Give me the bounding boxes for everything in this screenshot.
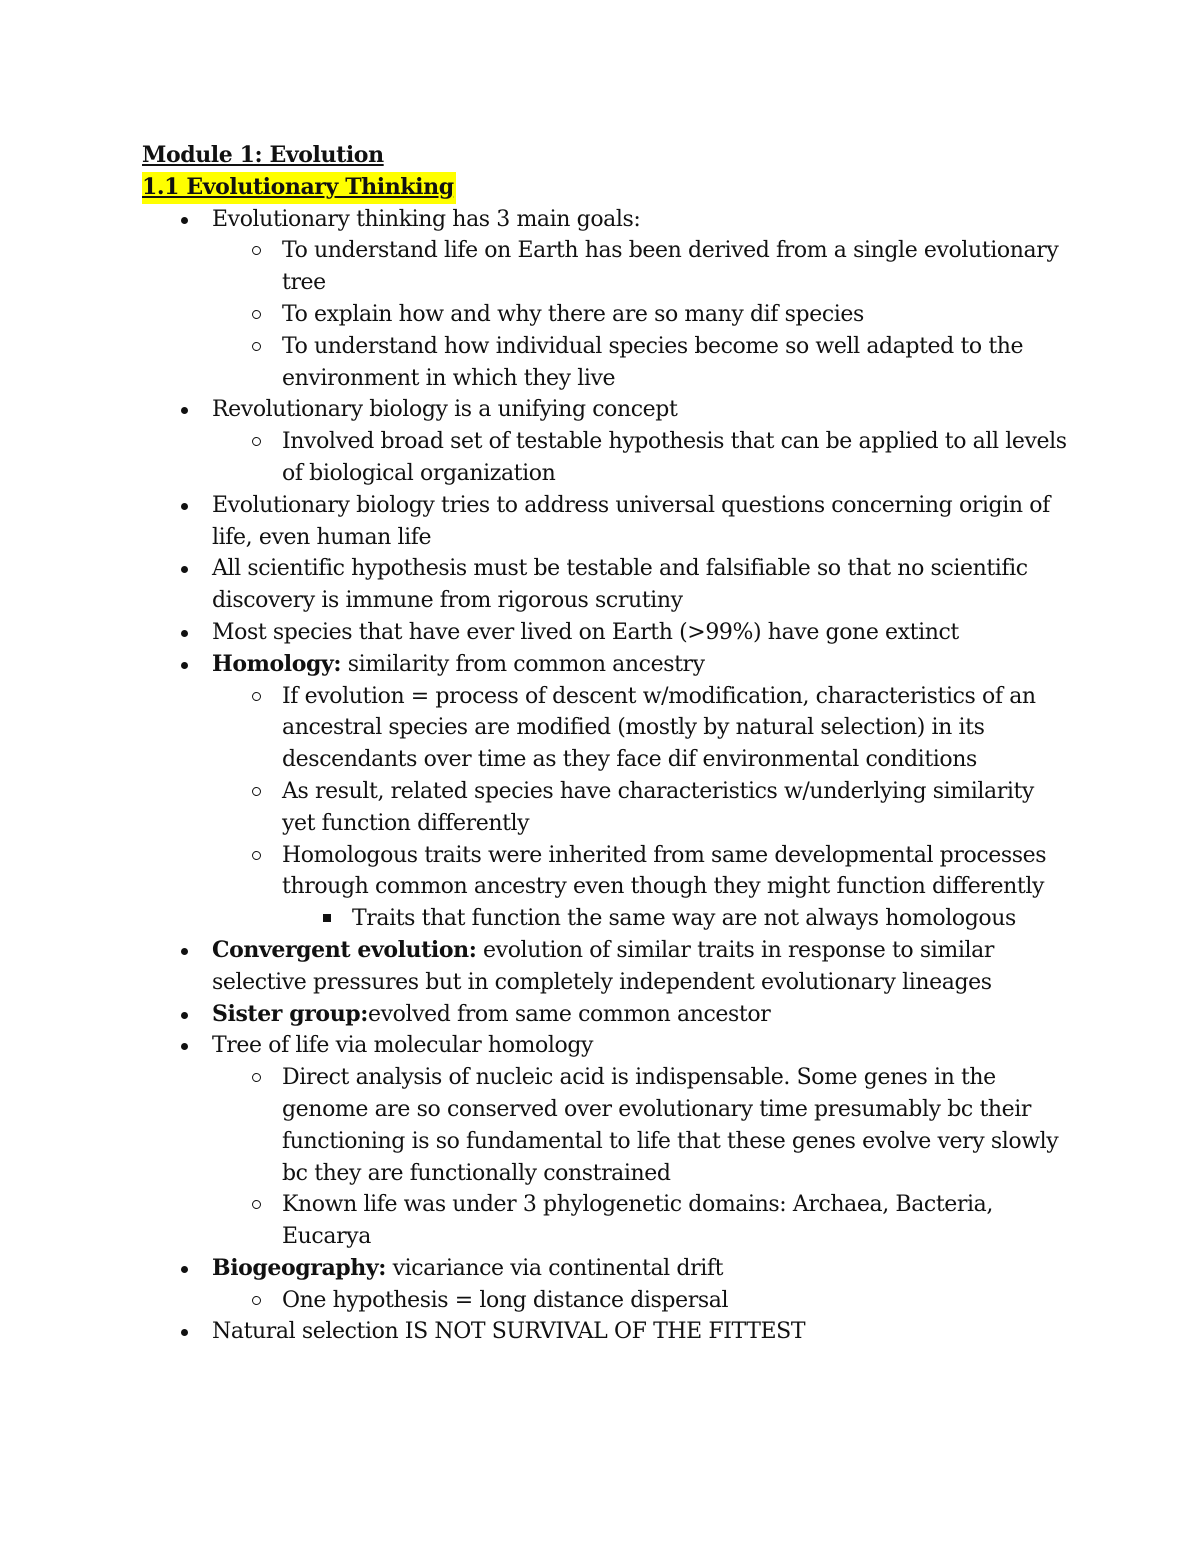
term-convergent-evolution: Convergent evolution: xyxy=(212,936,477,963)
sub-list-item xyxy=(212,235,1072,299)
bullet-dot-icon xyxy=(181,407,188,414)
sub-list-item xyxy=(212,299,1072,331)
sub-item-text: As result, related species have characteristics w/underlying similarity yet function differently xyxy=(282,778,1034,836)
bullet-circle-icon xyxy=(252,246,261,255)
term-sister-group: Sister group: xyxy=(212,1000,368,1027)
item-text: evolved from same common ancestor xyxy=(368,1001,771,1027)
sub-item-text: To explain how and why there are so many dif species xyxy=(282,301,864,327)
bullet-dot-icon xyxy=(181,217,188,224)
term-biogeography: Biogeography: xyxy=(212,1254,386,1281)
module-title: Module 1: Evolution xyxy=(142,142,384,168)
bullet-circle-icon xyxy=(252,1296,261,1305)
bullet-dot-icon xyxy=(181,662,188,669)
document-body xyxy=(142,140,1072,1348)
bullet-circle-icon xyxy=(252,437,261,446)
sub-sub-list xyxy=(212,903,1072,935)
list-item xyxy=(142,1253,1072,1317)
bullet-dot-icon xyxy=(181,1266,188,1273)
sub-list-item xyxy=(212,840,1072,935)
bullet-square-icon xyxy=(323,914,331,922)
sub-list-item xyxy=(212,1062,1072,1189)
sub-item-text: One hypothesis = long distance dispersal xyxy=(282,1287,729,1313)
bullet-list xyxy=(142,204,1072,1349)
sub-list xyxy=(142,681,1072,935)
item-text: evolution of similar traits in response to similar selective pressures but in completely independent evolutionary lineages xyxy=(212,937,994,995)
list-item xyxy=(142,999,1072,1031)
list-item xyxy=(142,649,1072,935)
item-text: Tree of life via molecular homology xyxy=(212,1033,594,1059)
item-text: Evolutionary thinking has 3 main goals: xyxy=(212,206,641,232)
item-text: similarity from common ancestry xyxy=(341,651,705,677)
sub-list-item xyxy=(212,1285,1072,1317)
item-text: vicariance via continental drift xyxy=(386,1255,724,1281)
bullet-dot-icon xyxy=(181,503,188,510)
sub-sub-item-text: Traits that function the same way are not always homologous xyxy=(352,906,1016,932)
list-item xyxy=(142,1316,1072,1348)
item-text: Natural selection IS NOT SURVIVAL OF THE FITTEST xyxy=(212,1319,806,1345)
list-item xyxy=(142,394,1072,489)
sub-item-text: To understand how individual species become so well adapted to the environment in which they live xyxy=(282,333,1024,391)
sub-item-text: If evolution = process of descent w/modification, characteristics of an ancestral species are modified (mostly by natural selection) in its descendants over time as they face dif environmental conditions xyxy=(282,683,1036,773)
item-text: Evolutionary biology tries to address universal questions concerning origin of life, even human life xyxy=(212,492,1050,550)
bullet-dot-icon xyxy=(181,630,188,637)
sub-list-item xyxy=(212,776,1072,840)
bullet-circle-icon xyxy=(252,787,261,796)
sub-list-item xyxy=(212,331,1072,395)
bullet-circle-icon xyxy=(252,310,261,319)
sub-item-text: Direct analysis of nucleic acid is indispensable. Some genes in the genome are so conserved over evolutionary time presumably bc their functioning is so fundamental to life that these genes evolve very slowly bc they are functionally constrained xyxy=(282,1065,1059,1186)
list-item xyxy=(142,204,1072,395)
bullet-circle-icon xyxy=(252,342,261,351)
sub-item-text: Known life was under 3 phylogenetic domains: Archaea, Bacteria, Eucarya xyxy=(282,1192,993,1250)
bullet-dot-icon xyxy=(181,1043,188,1050)
bullet-dot-icon xyxy=(181,1329,188,1336)
bullet-circle-icon xyxy=(252,1200,261,1209)
sub-list-item xyxy=(212,1189,1072,1253)
item-text: Revolutionary biology is a unifying concept xyxy=(212,397,678,423)
sub-list-item xyxy=(212,426,1072,490)
list-item xyxy=(142,553,1072,617)
list-item xyxy=(142,935,1072,999)
term-homology: Homology: xyxy=(212,650,342,677)
sub-item-text: Homologous traits were inherited from same developmental processes through common ancestry even though they might function differently xyxy=(282,842,1047,900)
item-text: Most species that have ever lived on Earth (>99%) have gone extinct xyxy=(212,619,959,645)
bullet-circle-icon xyxy=(252,851,261,860)
sub-item-text: Involved broad set of testable hypothesis that can be applied to all levels of biological organization xyxy=(282,429,1067,486)
list-item xyxy=(142,1030,1072,1253)
sub-sub-list-item xyxy=(282,903,1072,935)
sub-list-item xyxy=(212,681,1072,776)
list-item xyxy=(142,490,1072,554)
sub-list xyxy=(142,426,1072,490)
bullet-circle-icon xyxy=(252,1073,261,1082)
sub-list xyxy=(142,1285,1072,1317)
item-text: All scientific hypothesis must be testable and falsifiable so that no scientific discovery is immune from rigorous scrutiny xyxy=(212,556,1028,614)
bullet-dot-icon xyxy=(181,1012,188,1019)
section-title: 1.1 Evolutionary Thinking xyxy=(142,172,456,204)
bullet-circle-icon xyxy=(252,692,261,701)
sub-item-text: To understand life on Earth has been derived from a single evolutionary tree xyxy=(282,238,1059,296)
bullet-dot-icon xyxy=(181,566,188,573)
sub-list xyxy=(142,235,1072,394)
sub-list xyxy=(142,1062,1072,1253)
list-item xyxy=(142,617,1072,649)
bullet-dot-icon xyxy=(181,948,188,955)
